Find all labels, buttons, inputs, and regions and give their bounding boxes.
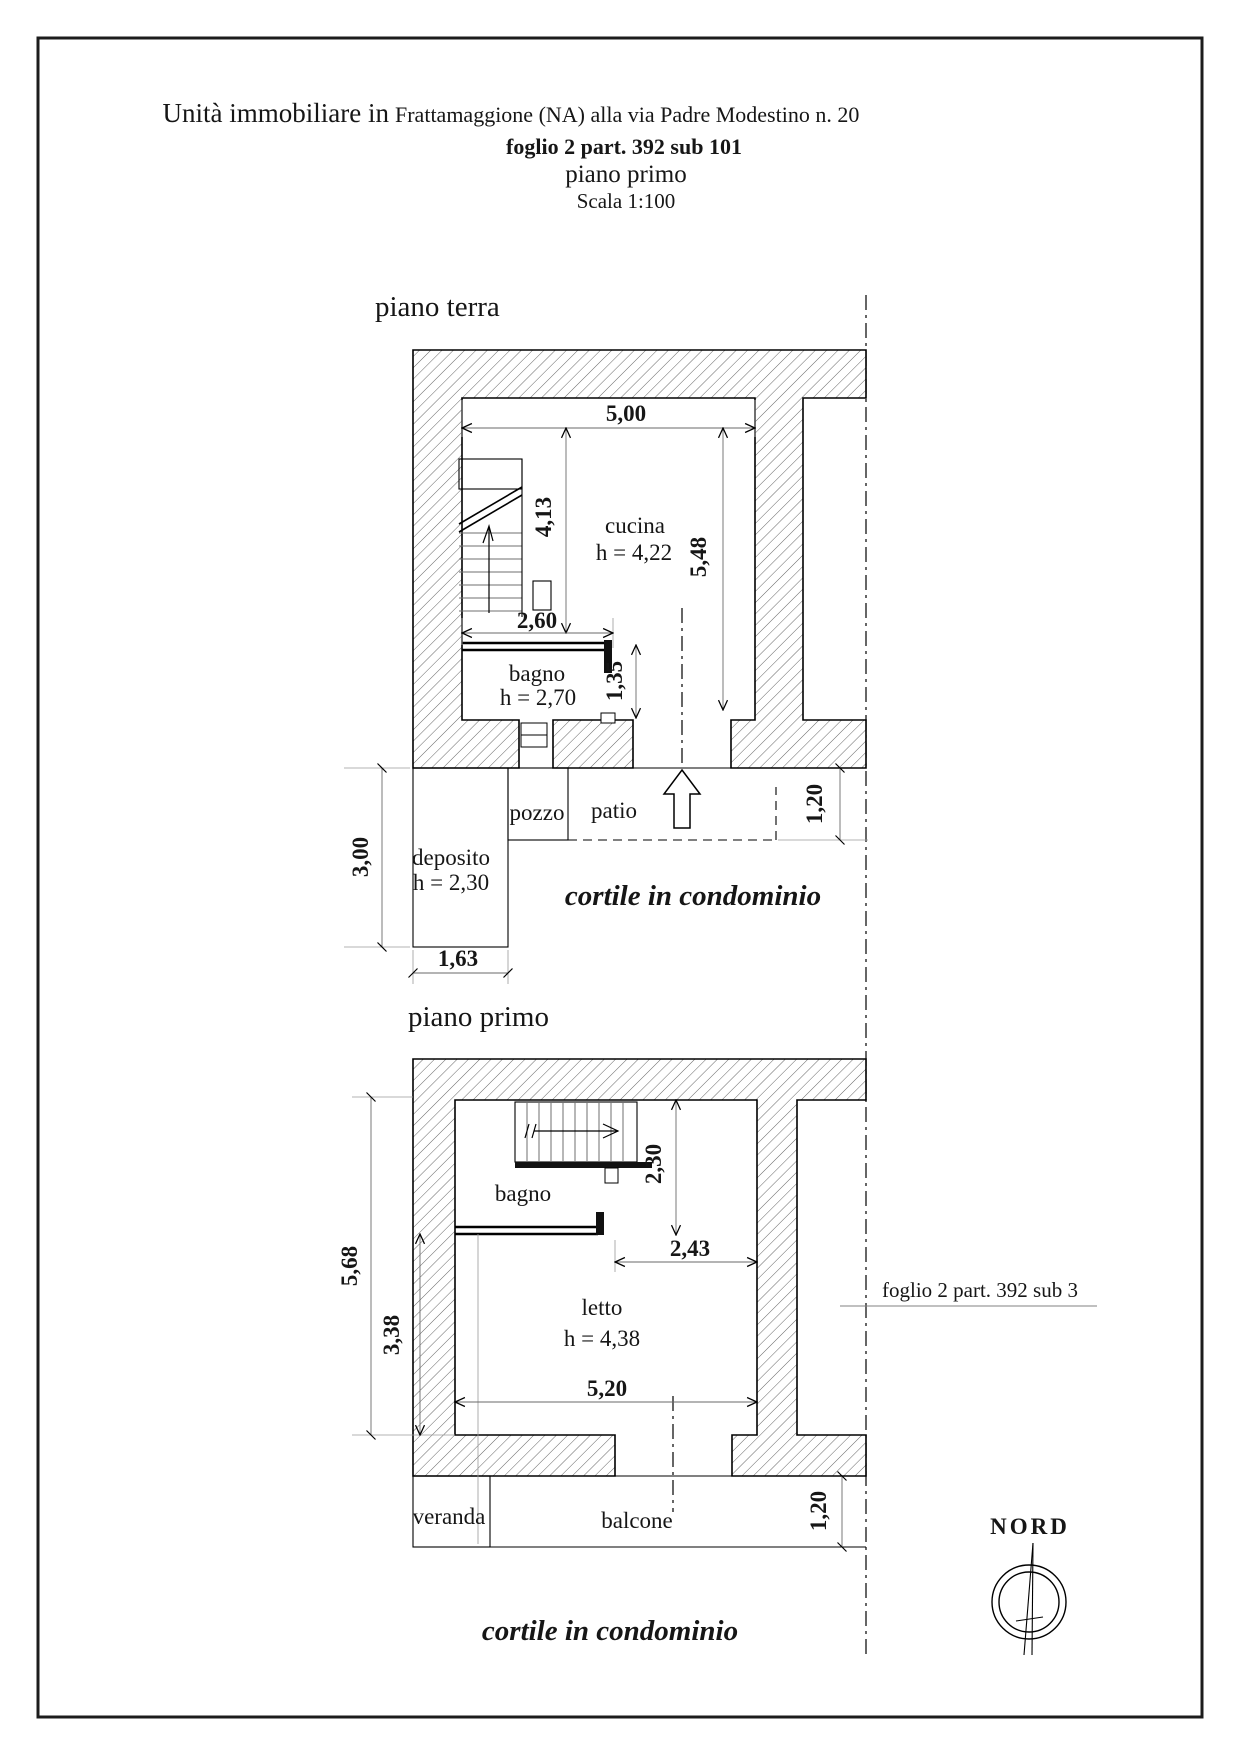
ff-balcone-label: balcone — [601, 1508, 673, 1533]
gf-wall-front-segment — [553, 720, 633, 768]
ff-dim-letto-depth: 3,38 — [379, 1314, 404, 1356]
north-label: NORD — [990, 1514, 1070, 1539]
ff-dim-balcony-depth: 1,20 — [806, 1490, 831, 1532]
gf-patio-label: patio — [591, 798, 637, 823]
gf-dim-boundary-gap: 1,20 — [802, 783, 827, 825]
gf-dim-room-depth: 5,48 — [686, 536, 711, 578]
ff-stair-landing-edge — [515, 1162, 652, 1168]
title-floor: piano primo — [565, 161, 687, 188]
first-floor-label: piano primo — [408, 1001, 549, 1033]
gf-door-jamb-bottom — [521, 735, 547, 747]
gf-deposito-height: h = 2,30 — [412, 870, 490, 895]
title-line1-rest: Frattamaggione (NA) alla via Padre Modestino n. 20 — [395, 102, 860, 127]
gf-stair-landing — [459, 459, 522, 489]
ff-courtyard-label: cortile in condominio — [481, 1615, 739, 1647]
ff-veranda-label: veranda — [412, 1504, 486, 1529]
gf-cucina-height: h = 4,22 — [595, 540, 673, 565]
compass-outer-circle — [992, 1565, 1066, 1639]
gf-entry-arrow — [664, 770, 700, 828]
ff-dim-stair-depth: 2,30 — [641, 1143, 666, 1185]
title-scale: Scala 1:100 — [576, 189, 676, 213]
gf-bagno-label: bagno — [508, 661, 566, 686]
ff-stairs — [515, 1102, 652, 1183]
gf-pozzo-label: pozzo — [509, 800, 565, 825]
title-block — [163, 98, 860, 213]
gf-bagno-height: h = 2,70 — [499, 685, 577, 710]
gf-dim-bagno-depth: 1,35 — [602, 660, 627, 702]
gf-dim-bagno-width: 2,60 — [516, 608, 558, 633]
gf-cucina-label: cucina — [604, 513, 666, 538]
ff-dim-total-depth: 5,68 — [337, 1245, 362, 1287]
gf-courtyard-label: cortile in condominio — [564, 880, 822, 912]
first-floor-plan — [337, 1001, 1097, 1647]
ff-dim-door-offset: 2,43 — [669, 1236, 711, 1261]
ff-letto-height: h = 4,38 — [563, 1326, 641, 1351]
gf-dim-deposito-width: 1,63 — [437, 946, 479, 971]
ff-adjacent-unit-label: foglio 2 part. 392 sub 3 — [882, 1278, 1078, 1302]
ff-bagno-partition — [455, 1212, 604, 1235]
page-border — [38, 38, 1202, 1717]
gf-dim-stair-depth: 4,13 — [531, 496, 556, 538]
ff-letto-label: letto — [581, 1295, 623, 1320]
ff-bagno-door-post — [596, 1212, 604, 1235]
gf-bagno-door-jamb — [601, 713, 615, 723]
north-compass — [990, 1514, 1070, 1655]
gf-deposito-label: deposito — [412, 845, 490, 870]
ff-bagno-label: bagno — [494, 1181, 552, 1206]
compass-inner-circle — [999, 1572, 1059, 1632]
title-line1-emphasis: Unità immobiliare in — [162, 98, 389, 128]
gf-stair-lower-steps — [533, 581, 551, 610]
ff-stair-notch — [605, 1168, 618, 1183]
ff-walls — [413, 1059, 866, 1476]
gf-dim-width-top: 5,00 — [605, 401, 647, 426]
ff-dim-letto-width: 5,20 — [586, 1376, 628, 1401]
title-cadastral: foglio 2 part. 392 sub 101 — [506, 134, 742, 159]
ff-room-labels — [413, 1181, 1097, 1647]
gf-door-jamb-top — [521, 723, 547, 735]
gf-dim-deposito-depth: 3,00 — [348, 836, 373, 878]
ground-floor-plan — [344, 291, 868, 984]
ground-floor-label: piano terra — [375, 291, 500, 323]
